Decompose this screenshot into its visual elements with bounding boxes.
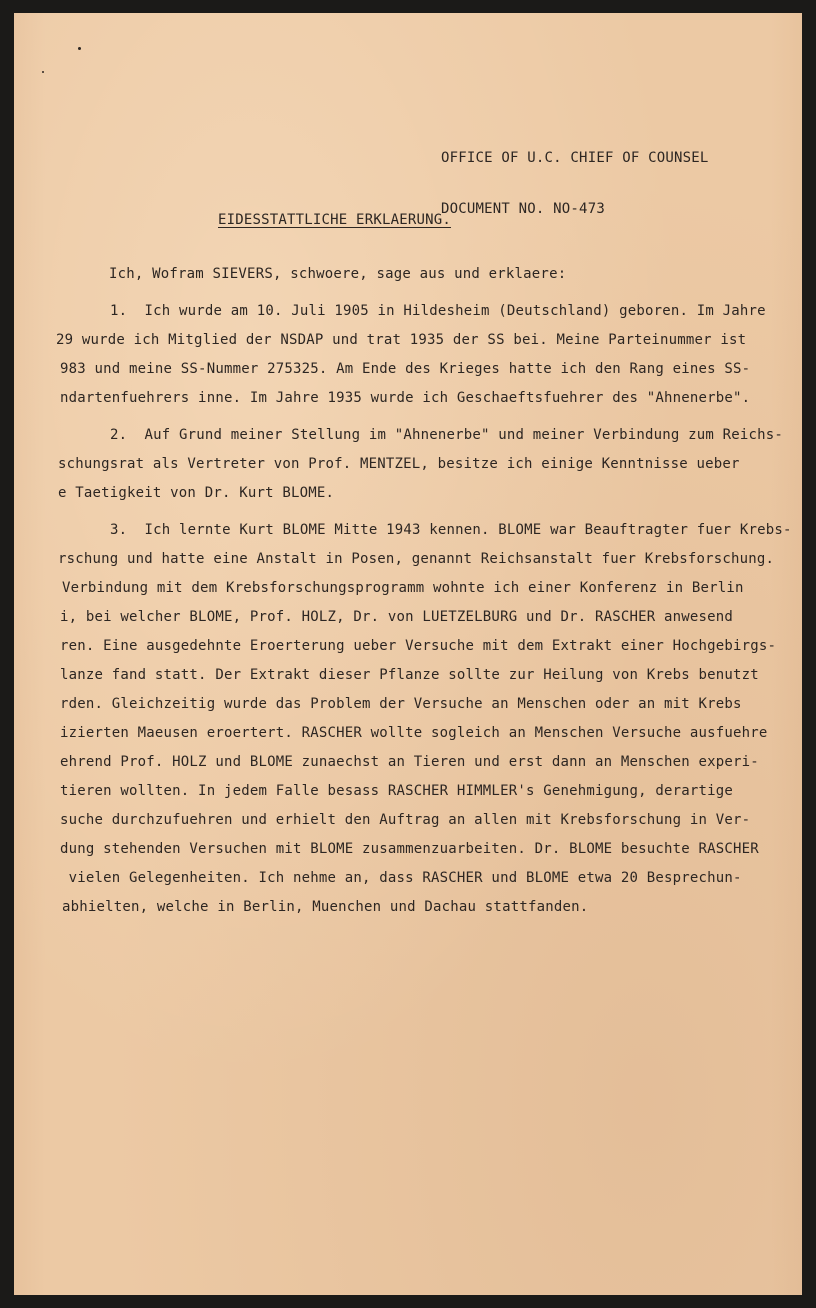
paragraph-line: 3. Ich lernte Kurt BLOME Mitte 1943 kennen. BLOME war Beauftragter fuer Krebs- [110,522,792,538]
document-body [14,260,802,922]
paragraph-2 [14,421,802,508]
paragraph-line: tieren wollten. In jedem Falle besass RASCHER HIMMLER's Genehmigung, derartige [60,783,734,799]
paragraph-line: rschung und hatte eine Anstalt in Posen, genannt Reichsanstalt fuer Krebsforschung. [58,551,775,567]
paragraph-line: izierten Maeusen eroertert. RASCHER wollte sogleich an Menschen Versuche ausfuehre [60,725,768,741]
paragraph-line: e Taetigkeit von Dr. Kurt BLOME. [58,485,335,501]
paragraph-line: ndartenfuehrers inne. Im Jahre 1935 wurde ich Geschaeftsfuehrer des "Ahnenerbe". [60,390,751,406]
header-document-number: DOCUMENT NO. NO-473 [441,201,605,217]
paragraph-line: 983 und meine SS-Nummer 275325. Am Ende des Krieges hatte ich den Rang eines SS- [60,361,751,377]
paragraph-line: lanze fand statt. Der Extrakt dieser Pflanze sollte zur Heilung von Krebs benutzt [60,667,759,683]
paragraph-line: abhielten, welche in Berlin, Muenchen und Dachau stattfanden. [62,899,589,915]
paragraph-3 [14,516,802,922]
paragraph-line: suche durchzufuehren und erhielt den Auftrag an allen mit Krebsforschung in Ver- [60,812,751,828]
paragraph-line: Verbindung mit dem Krebsforschungsprogramm wohnte ich einer Konferenz in Berlin [62,580,744,596]
paragraph-line: schungsrat als Vertreter von Prof. MENTZEL, besitze ich einige Kenntnisse ueber [58,456,740,472]
paragraph-1 [14,297,802,413]
document-page [14,13,802,1295]
intro-line: Ich, Wofram SIEVERS, schwoere, sage aus und erklaere: [109,266,567,282]
document-header [441,116,709,252]
document-title: EIDESSTATTLICHE ERKLAERUNG. [218,212,451,228]
ink-speck [42,71,44,73]
paragraph-line: rden. Gleichzeitig wurde das Problem der Versuche an Menschen oder an mit Krebs [60,696,742,712]
paragraph-line: 1. Ich wurde am 10. Juli 1905 in Hildesheim (Deutschland) geboren. Im Jahre [110,303,766,319]
paragraph-line: ren. Eine ausgedehnte Eroerterung ueber Versuche mit dem Extrakt einer Hochgebirgs- [60,638,777,654]
paragraph-line: ehrend Prof. HOLZ und BLOME zunaechst an Tieren und erst dann an Menschen experi- [60,754,759,770]
paragraph-line: 2. Auf Grund meiner Stellung im "Ahnenerbe" und meiner Verbindung zum Reichs- [110,427,784,443]
header-office-line: OFFICE OF U.C. CHIEF OF COUNSEL [441,150,709,166]
paragraph-line: i, bei welcher BLOME, Prof. HOLZ, Dr. von LUETZELBURG und Dr. RASCHER anwesend [60,609,734,625]
paragraph-line: 29 wurde ich Mitglied der NSDAP und trat 1935 der SS bei. Meine Parteinummer ist [56,332,747,348]
paragraph-line: vielen Gelegenheiten. Ich nehme an, dass RASCHER und BLOME etwa 20 Besprechun- [60,870,742,886]
ink-speck [78,47,81,50]
paragraph-line: dung stehenden Versuchen mit BLOME zusammenzuarbeiten. Dr. BLOME besuchte RASCHER [60,841,759,857]
